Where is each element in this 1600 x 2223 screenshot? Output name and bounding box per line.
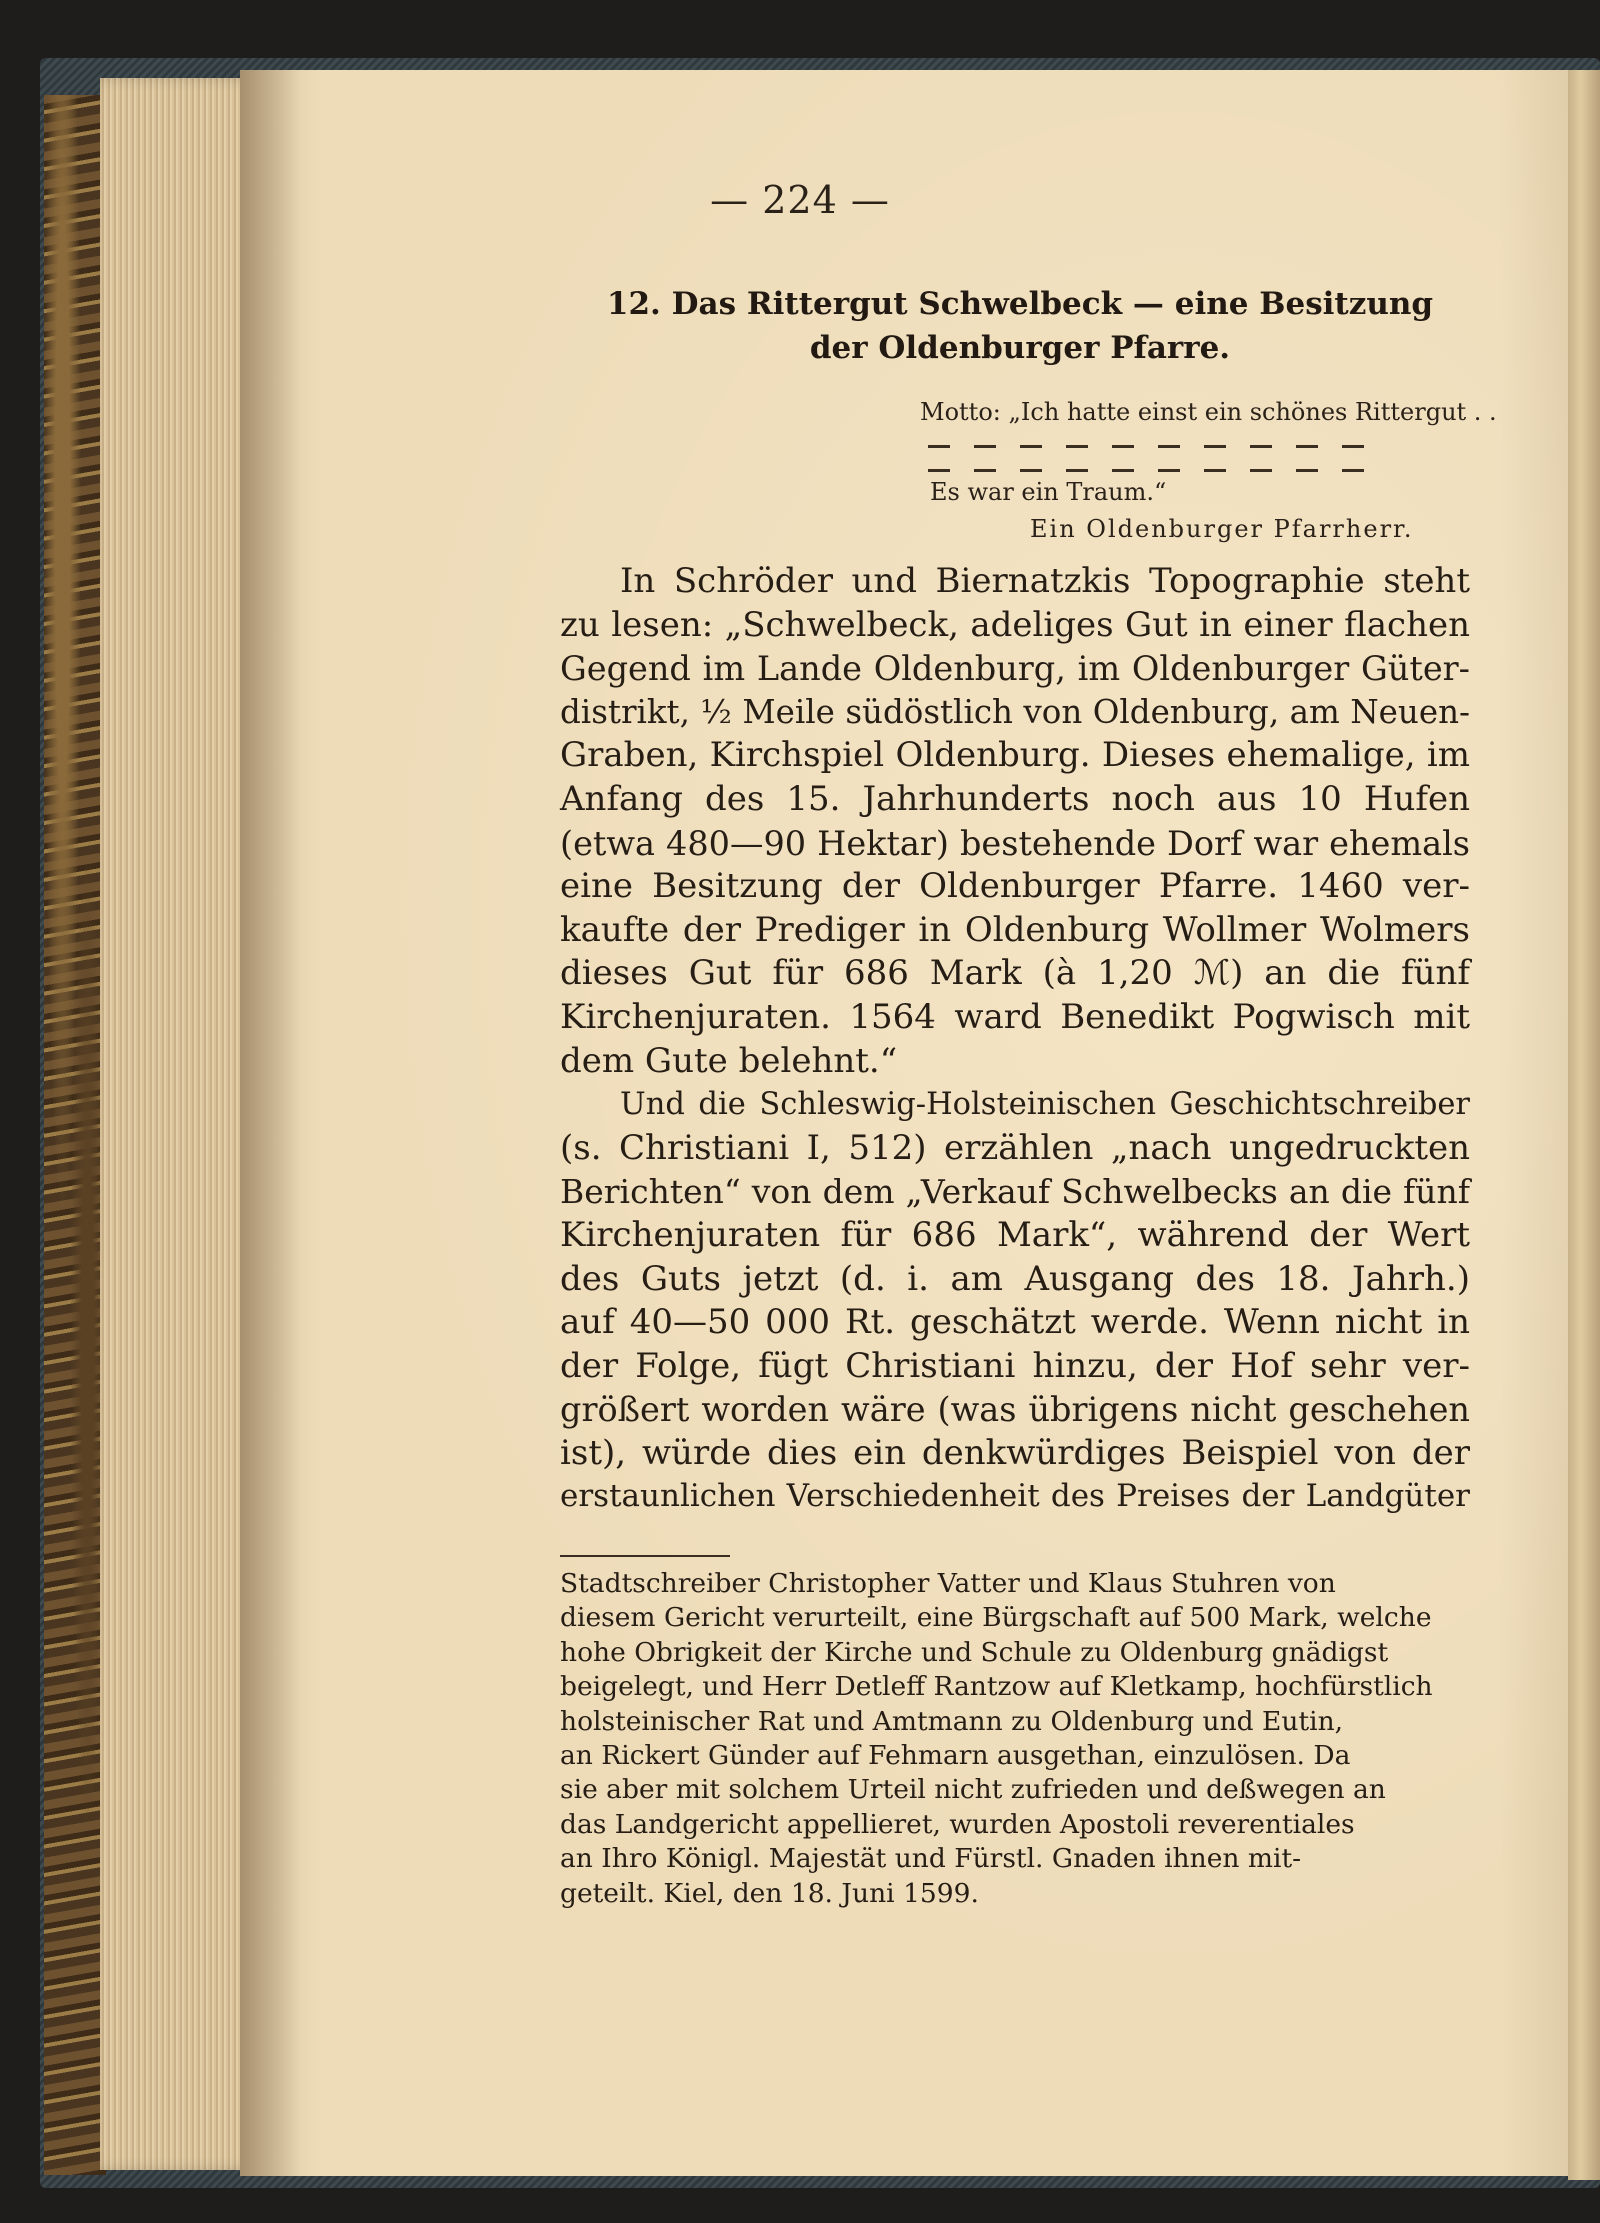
text-line: Kirchenjuraten. 1564 ward Benedikt Pogwisch mit <box>560 996 1470 1037</box>
page-edges <box>100 78 260 2170</box>
text-line: eine Besitzung der Oldenburger Pfarre. 1460 ver- <box>560 866 1470 907</box>
text-line: erstaunlichen Verschiedenheit des Preises der Landgüter <box>560 1478 1470 1515</box>
marbled-endpaper <box>44 95 106 2175</box>
motto-ending: Es war ein Traum.“ <box>930 478 1167 506</box>
footnote-text <box>560 1567 1470 1911</box>
footnote-line: Stadtschreiber Christopher Vatter und Klaus Stuhren von <box>560 1568 1336 1599</box>
text-line: größert worden wäre (was übrigens nicht geschehen <box>560 1390 1470 1430</box>
text-line: Anfang des 15. Jahrhunderts noch aus 10 Hufen <box>560 778 1470 819</box>
text-line: kaufte der Prediger in Oldenburg Wollmer Wolmers <box>560 909 1470 950</box>
footnote-line: beigelegt, und Herr Detleff Rantzow auf Kletkamp, hochfürstlich <box>560 1671 1433 1703</box>
footnote-line: diesem Gericht verurteilt, eine Bürgschaft auf 500 Mark, welche <box>560 1602 1432 1634</box>
text-line: Gegend im Lande Oldenburg, im Oldenburger Güter- <box>560 649 1470 689</box>
motto-label: Motto: <box>920 398 1001 426</box>
footnote-line: an Ihro Königl. Majestät und Fürstl. Gnaden ihnen mit- <box>560 1843 1302 1875</box>
text-line: In Schröder und Biernatzkis Topographie steht <box>620 561 1470 601</box>
main-text <box>560 560 1470 1519</box>
footnote-line: das Landgericht appellieret, wurden Apostoli reverentiales <box>560 1808 1355 1840</box>
text-line: distrikt, ½ Meile südöstlich von Oldenburg, am Neuen- <box>560 692 1470 731</box>
text-line: Graben, Kirchspiel Oldenburg. Dieses ehemalige, im <box>560 735 1470 776</box>
right-page-edge <box>1568 70 1600 2180</box>
motto-dash-line-1 <box>928 445 1388 448</box>
motto-dash-line-2 <box>928 469 1388 472</box>
text-line: auf 40—50 000 Rt. geschätzt werde. Wenn nicht in <box>560 1302 1470 1343</box>
text-line: (etwa 480—90 Hektar) bestehende Dorf war ehemals <box>560 823 1470 863</box>
footnote-line: hohe Obrigkeit der Kirche und Schule zu Oldenburg gnädigst <box>560 1636 1389 1668</box>
text-line: Kirchenjuraten für 686 Mark“, während der Wert <box>560 1214 1470 1255</box>
footnote-rule <box>560 1555 730 1557</box>
chapter-heading-line-2: der Oldenburger Pfarre. <box>809 330 1231 366</box>
motto <box>920 398 1497 426</box>
text-line: Berichten“ von dem „Verkauf Schwelbecks an die fünf <box>560 1172 1470 1212</box>
footnote-line: holsteinischer Rat und Amtmann zu Oldenburg und Eutin, <box>560 1705 1344 1737</box>
text-line: dem Gute belehnt.“ <box>560 1040 898 1081</box>
text-line: zu lesen: „Schwelbeck, adeliges Gut in einer flachen <box>560 604 1470 645</box>
footnote-line: sie aber mit solchem Urteil nicht zufrieden und deßwegen an <box>560 1774 1386 1806</box>
text-line: des Guts jetzt (d. i. am Ausgang des 18. Jahrh.) <box>560 1258 1470 1299</box>
motto-quote: „Ich hatte einst ein schönes Rittergut . . <box>1008 398 1497 426</box>
text-line: ist), würde dies ein denkwürdiges Beispiel von der <box>560 1432 1470 1473</box>
text-line: (s. Christiani I, 512) erzählen „nach ungedruckten <box>560 1127 1470 1168</box>
footnote-line: an Rickert Günder auf Fehmarn ausgethan, einzulösen. Da <box>560 1739 1351 1771</box>
text-line: Und die Schleswig-Holsteinischen Geschichtschreiber <box>620 1087 1470 1123</box>
text-line: dieses Gut für 686 Mark (à 1,20 ℳ) an die fünf <box>560 953 1470 994</box>
chapter-heading-line-1: 12. Das Rittergut Schwelbeck — eine Besitzung <box>606 286 1434 322</box>
page-number: — 224 — <box>710 178 890 222</box>
gutter-shadow <box>240 70 300 2176</box>
motto-author: Ein Oldenburger Pfarrherr. <box>1030 515 1414 543</box>
text-line: der Folge, fügt Christiani hinzu, der Hof sehr ver- <box>560 1345 1470 1386</box>
footnote-line: geteilt. Kiel, den 18. Juni 1599. <box>560 1877 979 1909</box>
